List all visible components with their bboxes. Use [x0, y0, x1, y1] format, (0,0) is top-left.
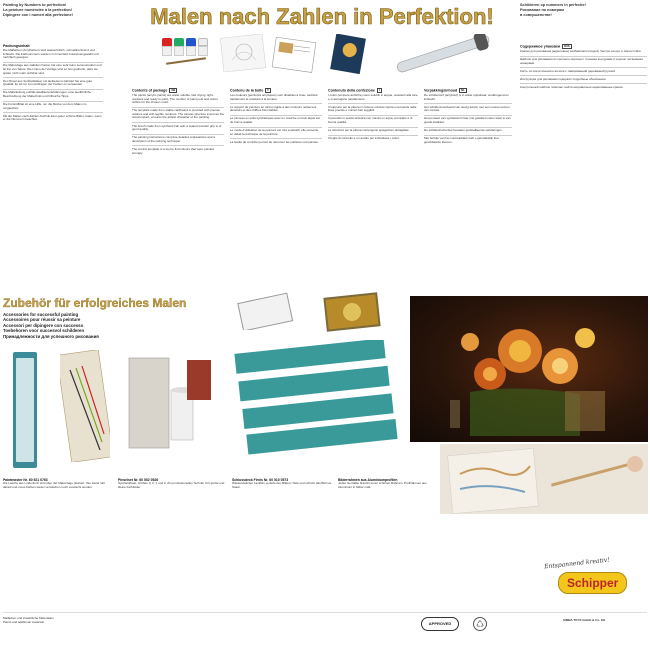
- title-fr: La peinture numérotée à la perfection!: [3, 8, 72, 12]
- title-ru-2: в совершенстве!: [520, 13, 552, 17]
- header-right-titles: [520, 3, 648, 18]
- col-de-para: Die Malfarben (Acrylfarben) sind wasserlöslich, schnelltrocknend und lichtecht. Die Farbnummern werden im Innenfeld zusammengestellt und mehrfach geeignet.: [3, 48, 99, 60]
- col-it-para: I colori (tempere acriliche) sono solubili in acqua, resistenti alla luce e si asciugano rapidamente.: [328, 93, 418, 101]
- col-gb-para: The paints (acrylic paints) are water soluble, fast drying, light-resistant and ready to paint. The number of paint pots and colors suffice for the chosen motif.: [132, 93, 218, 105]
- product-title: Bilderrahmen aus Aluminiumprofilen: [338, 478, 398, 482]
- col-fr-para: Les couleurs (peintures acryliques) sont diluables à l'eau, séchant rapidement et résistant à la lumière.: [230, 93, 318, 101]
- brush-set-image: [60, 350, 110, 462]
- brand-slogan: Entspannend kreativ!: [543, 556, 610, 571]
- product-desc-frames: [338, 478, 438, 598]
- instructions-image: [270, 36, 320, 74]
- accessories-line-fr: Accessoires pour réussir sa peinture: [3, 317, 81, 323]
- flower-painting-image: [410, 296, 648, 442]
- language-badge-gb: GB: [171, 89, 176, 92]
- framed-artwork-image: [322, 292, 384, 332]
- col-fr-para: Le support de peinture en carton rigide à des contours nettement dessinés et des chiffres bien lisibles.: [230, 104, 317, 113]
- column-nl-header: Verpakkingsinhoud NL: [424, 88, 465, 93]
- col-de-para: Die Malvorlage aus stabilem Karton hat eine sehr feine Leinenstruktur und ist frei von Säure. Die Linien der Vorlage sind so fein gedruckt, dass sie später nicht mehr sichtbar sind.: [3, 63, 102, 75]
- col-fr-para: Le mode d'utilisation de la peinture est très explicatif, elle présente en détail la technique de la peinture.: [230, 128, 319, 136]
- col-de-para: Die Kontrollblatt ist eine Hilfe, um die Motive vor dem Malen zu vergleichen.: [3, 102, 87, 110]
- main-title: [150, 3, 495, 34]
- footer: [3, 612, 647, 646]
- product-desc-brushes: [118, 478, 226, 598]
- col-nl-para: Met behulp van het controleblad vindt u gemakkelijk fout geschilderde kleuren.: [424, 136, 499, 144]
- column-fr: [230, 88, 322, 288]
- title-nl: Schilderen op nummers in perfectie!: [520, 3, 586, 7]
- brand-logo: [540, 556, 640, 600]
- frame-product-image: [230, 290, 320, 330]
- recycling-icon: ♺: [473, 617, 487, 631]
- col-de-para: Die Malanleitung enthält detaillierte Erklärungen, eine ausführliche Beschreibung der Maltechnik und hilfreiche Tipps.: [3, 90, 92, 99]
- language-badge-nl: NL: [461, 89, 465, 92]
- main-title-text: Malen nach Zahlen in Perfektion!: [150, 4, 494, 29]
- col-nl-para: Het penseel van synthetisch haar met gelakte houten steel is van goede kwaliteit.: [424, 116, 511, 124]
- column-de-header: Packungsinhalt: [3, 44, 30, 48]
- col-fr-para: La feuille de contrôle permet de retrouver les surfaces mal peintes.: [230, 139, 319, 144]
- paintmaster-product-image: [5, 350, 45, 470]
- product-body: Die Lasche aus Lindenholz wird über der Malvorlage platziert. Ihre Hand ruht darauf und muss Farben weder verwischen noch verwischt werden.: [3, 481, 106, 489]
- col-ru-para: Краски для рисования (акриловые) разбавляются водой, быстро сохнут и светостойки.: [520, 49, 642, 53]
- col-it-para: Le istruzioni per la pittura contengono spiegazioni dettagliate.: [328, 128, 410, 133]
- canvas-painting-image: [440, 444, 648, 514]
- col-gb-para: The painting instructions comprise detailed explanations and a description of the painting technique.: [132, 135, 215, 143]
- brand-name: Schipper: [558, 572, 627, 594]
- accessories-heading: [3, 296, 213, 339]
- template-sketch-image: [218, 34, 268, 72]
- col-ru-para: Инструкция для рисования содержит подробные объяснения.: [520, 76, 607, 81]
- column-gb-header: Contents of package GB: [132, 88, 176, 93]
- product-title: Paintmaster Nr. 60 521 0763: [3, 478, 48, 482]
- main-title-svg: [150, 3, 495, 29]
- language-badge-ru: RUS: [564, 45, 570, 48]
- accessories-line-ru: Принадлежности для успешного рисования: [3, 333, 99, 339]
- col-fr-para: Le pinceau en poils synthétiques avec un manche en bois laqué est de bonne qualité.: [230, 116, 320, 124]
- col-nl-para: De schilderverf (acrylverf) is in water oplosbaar, sneldrogend en lichtecht.: [424, 93, 509, 101]
- column-gb: [132, 88, 224, 288]
- product-body: Synthetikhaar, Größen 0, 2, 1 und 3. Zur professionellen Technik. Für große und kleine Farbfelder.: [118, 481, 225, 489]
- accessories-line-it: Accessori per dipingere con successo: [3, 322, 84, 328]
- accessories-line-en: Accessories for successful painting: [3, 312, 79, 317]
- company-name: SIMBA TOYS GmbH & Co. KG: [563, 618, 606, 622]
- column-de: [3, 44, 103, 294]
- footer-note: Malfarben und Zusätzliche Materialien: [3, 616, 54, 620]
- col-nl-para: Het schildersvoorbeeld van stevig karton met een ruwere textuur van canvas.: [424, 104, 510, 113]
- product-desc-paintmaster: [3, 478, 113, 598]
- approved-text: APPROVED: [428, 621, 452, 626]
- col-de-para: Mit der Malen-nach-Zahlen-Technik kann jeder schöne Bilder malen, wenn er die Nummern beachtet.: [3, 113, 102, 122]
- col-nl-para: De schilderinstructies bevatten gedetailleerde verklaringen.: [424, 128, 503, 133]
- title-it: Dipingere con i numeri alla perfezione!: [3, 13, 73, 17]
- varnish-product-image: [125, 350, 215, 460]
- footer-note: Paints and additional materials: [3, 619, 44, 624]
- accessories-line-nl: Toebehoren voor succesvol schilderen: [3, 328, 85, 334]
- language-badge-fr: F: [267, 89, 269, 92]
- frame-boxes-image: [225, 340, 400, 455]
- col-it-para: Il foglio di controllo è un ausilio per individuare i colori.: [328, 136, 400, 141]
- title-en: Painting by Numbers to perfection!: [3, 3, 67, 7]
- column-ru-header: Содержимое упаковки RUS: [520, 44, 570, 49]
- col-ru-para: Контрольный шаблон помогает найти неправильно нарисованные краски.: [520, 84, 624, 89]
- col-gb-para: The brush made from synthetic hair with a coated wooden grip is of good quality.: [132, 123, 222, 132]
- product-title: Pinselset Nr. 60 502 0526: [118, 478, 159, 482]
- col-gb-para: The template made from stable cardboard is provided with precise outlines and with legible numbers. The canvas structure improves the visual impact, ensures the artistic character of the painting.: [132, 108, 224, 120]
- col-it-para: Il supporto per la pittura in cartone robusto riporta una traccia delle linee precise e numeri ben leggibili.: [328, 104, 417, 113]
- col-ru-para: Шаблон для рисования из прочного картона с точными контурами и хорошо читаемыми номерами.: [520, 57, 643, 65]
- column-nl: [424, 88, 512, 288]
- approved-badge: [421, 617, 459, 631]
- header-left-titles: [3, 3, 133, 18]
- column-ru: [520, 44, 647, 294]
- col-it-para: Il pennello in setola sintetica con manico in legno verniciato è di buona qualità.: [328, 116, 413, 124]
- column-fr-header: Contenu de la boîte F: [230, 88, 269, 93]
- column-it-header: Contenuto della confezione I: [328, 88, 380, 93]
- col-de-para: Der Pinsel aus Synthetikfaser mit lackiertem Holzstiel hat eine gute Qualität. Er ist nur zum Auftragen der Farben zu verwenden.: [3, 78, 93, 87]
- product-title: Schlussdeck Firnis Nr. 60 510 0573: [232, 478, 289, 482]
- roller-image: [385, 34, 505, 74]
- col-gb-para: The control template is a tool to find colours that were painted wrongly.: [132, 146, 214, 155]
- accessories-title: Zubehör für erfolgreiches Malen: [3, 296, 187, 310]
- product-desc-varnish: [232, 478, 332, 598]
- preview-card-image: [325, 34, 373, 74]
- product-body: Wasserlöslicher Lackfilm verleiht den Bildern Tiefe und schützt das Bild vor Staub.: [232, 481, 332, 489]
- col-ru-para: Кисть из синтетического волоса с лакированной деревянной ручкой.: [520, 68, 616, 73]
- title-ru-1: Рисование по номерам: [520, 8, 564, 12]
- product-body: Jedes Gemälde braucht einen schönen Rahmen. Profilrahmen aus Aluminium in Silber matt.: [338, 481, 427, 489]
- column-it: [328, 88, 418, 288]
- language-badge-it: I: [378, 89, 380, 92]
- paint-pots-image: [160, 36, 212, 72]
